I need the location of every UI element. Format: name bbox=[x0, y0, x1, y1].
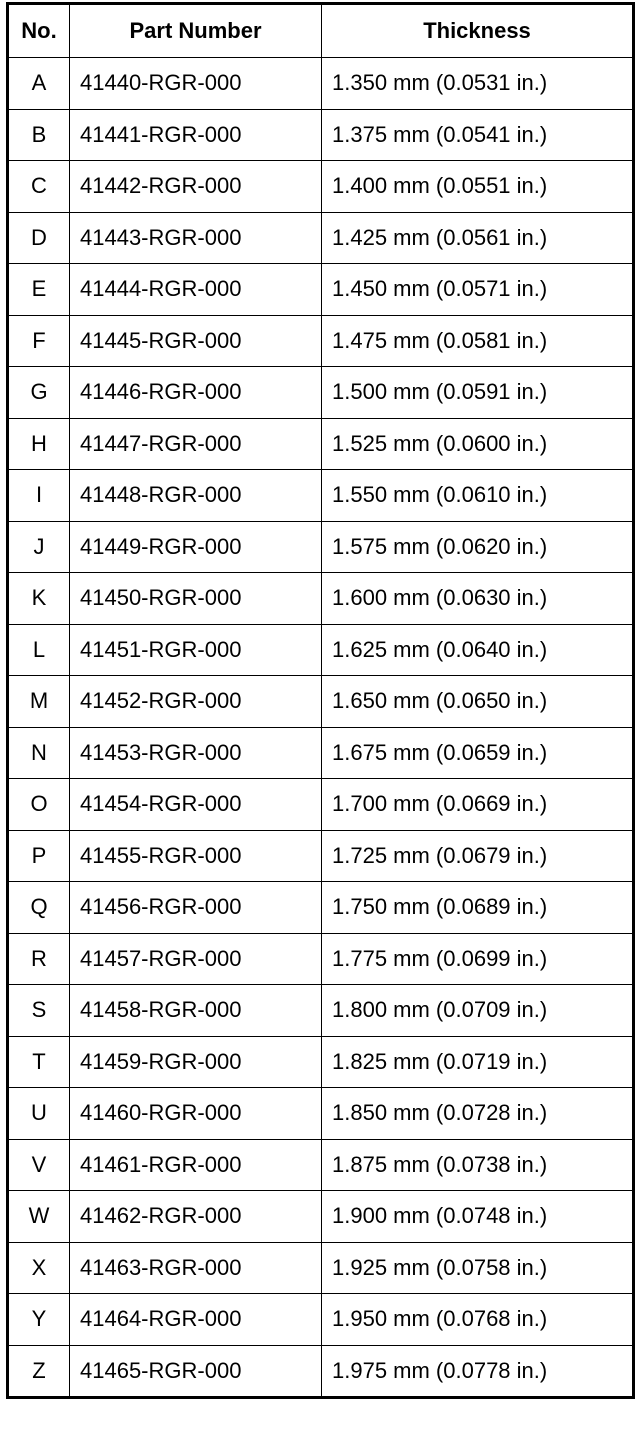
cell-part-number: 41460-RGR-000 bbox=[70, 1088, 322, 1140]
table-row bbox=[8, 727, 634, 779]
table-row bbox=[8, 933, 634, 985]
table-row bbox=[8, 58, 634, 110]
cell-no: P bbox=[8, 830, 70, 882]
cell-no: F bbox=[8, 315, 70, 367]
cell-thickness: 1.675 mm (0.0659 in.) bbox=[322, 727, 634, 779]
cell-part-number: 41449-RGR-000 bbox=[70, 521, 322, 573]
table-row bbox=[8, 882, 634, 934]
cell-no: I bbox=[8, 470, 70, 522]
table-row bbox=[8, 830, 634, 882]
table-body bbox=[8, 58, 634, 1398]
cell-no: O bbox=[8, 779, 70, 831]
cell-part-number: 41464-RGR-000 bbox=[70, 1294, 322, 1346]
cell-part-number: 41448-RGR-000 bbox=[70, 470, 322, 522]
cell-no: C bbox=[8, 161, 70, 213]
cell-part-number: 41462-RGR-000 bbox=[70, 1191, 322, 1243]
header-row bbox=[8, 4, 634, 58]
cell-no: U bbox=[8, 1088, 70, 1140]
parts-thickness-table bbox=[6, 2, 635, 1399]
cell-no: A bbox=[8, 58, 70, 110]
table-row bbox=[8, 264, 634, 316]
table-row bbox=[8, 109, 634, 161]
cell-part-number: 41455-RGR-000 bbox=[70, 830, 322, 882]
cell-thickness: 1.525 mm (0.0600 in.) bbox=[322, 418, 634, 470]
table-row bbox=[8, 624, 634, 676]
table-row bbox=[8, 1139, 634, 1191]
cell-thickness: 1.750 mm (0.0689 in.) bbox=[322, 882, 634, 934]
cell-thickness: 1.375 mm (0.0541 in.) bbox=[322, 109, 634, 161]
cell-thickness: 1.475 mm (0.0581 in.) bbox=[322, 315, 634, 367]
cell-thickness: 1.400 mm (0.0551 in.) bbox=[322, 161, 634, 213]
header-no: No. bbox=[8, 4, 70, 58]
cell-no: R bbox=[8, 933, 70, 985]
header-part-number: Part Number bbox=[70, 4, 322, 58]
cell-no: J bbox=[8, 521, 70, 573]
table-row bbox=[8, 676, 634, 728]
cell-no: H bbox=[8, 418, 70, 470]
cell-thickness: 1.550 mm (0.0610 in.) bbox=[322, 470, 634, 522]
table-row bbox=[8, 470, 634, 522]
cell-no: K bbox=[8, 573, 70, 625]
cell-part-number: 41450-RGR-000 bbox=[70, 573, 322, 625]
cell-part-number: 41465-RGR-000 bbox=[70, 1345, 322, 1398]
cell-part-number: 41444-RGR-000 bbox=[70, 264, 322, 316]
cell-no: W bbox=[8, 1191, 70, 1243]
table-row bbox=[8, 1191, 634, 1243]
cell-no: Y bbox=[8, 1294, 70, 1346]
cell-part-number: 41463-RGR-000 bbox=[70, 1242, 322, 1294]
cell-thickness: 1.500 mm (0.0591 in.) bbox=[322, 367, 634, 419]
cell-part-number: 41461-RGR-000 bbox=[70, 1139, 322, 1191]
cell-thickness: 1.950 mm (0.0768 in.) bbox=[322, 1294, 634, 1346]
cell-no: T bbox=[8, 1036, 70, 1088]
cell-thickness: 1.850 mm (0.0728 in.) bbox=[322, 1088, 634, 1140]
cell-thickness: 1.700 mm (0.0669 in.) bbox=[322, 779, 634, 831]
cell-part-number: 41442-RGR-000 bbox=[70, 161, 322, 213]
cell-no: B bbox=[8, 109, 70, 161]
cell-thickness: 1.825 mm (0.0719 in.) bbox=[322, 1036, 634, 1088]
table-row bbox=[8, 573, 634, 625]
parts-table-container bbox=[6, 2, 632, 1399]
cell-part-number: 41454-RGR-000 bbox=[70, 779, 322, 831]
cell-part-number: 41458-RGR-000 bbox=[70, 985, 322, 1037]
cell-thickness: 1.450 mm (0.0571 in.) bbox=[322, 264, 634, 316]
table-row bbox=[8, 1294, 634, 1346]
table-row bbox=[8, 212, 634, 264]
table-header bbox=[8, 4, 634, 58]
cell-no: G bbox=[8, 367, 70, 419]
cell-thickness: 1.775 mm (0.0699 in.) bbox=[322, 933, 634, 985]
cell-part-number: 41456-RGR-000 bbox=[70, 882, 322, 934]
cell-no: V bbox=[8, 1139, 70, 1191]
table-row bbox=[8, 985, 634, 1037]
cell-no: E bbox=[8, 264, 70, 316]
cell-part-number: 41453-RGR-000 bbox=[70, 727, 322, 779]
cell-part-number: 41445-RGR-000 bbox=[70, 315, 322, 367]
cell-thickness: 1.425 mm (0.0561 in.) bbox=[322, 212, 634, 264]
table-row bbox=[8, 1345, 634, 1398]
table-row bbox=[8, 521, 634, 573]
cell-no: Q bbox=[8, 882, 70, 934]
table-row bbox=[8, 315, 634, 367]
table-row bbox=[8, 418, 634, 470]
table-row bbox=[8, 1242, 634, 1294]
cell-thickness: 1.350 mm (0.0531 in.) bbox=[322, 58, 634, 110]
header-thickness: Thickness bbox=[322, 4, 634, 58]
cell-thickness: 1.925 mm (0.0758 in.) bbox=[322, 1242, 634, 1294]
cell-part-number: 41457-RGR-000 bbox=[70, 933, 322, 985]
cell-part-number: 41443-RGR-000 bbox=[70, 212, 322, 264]
table-row bbox=[8, 779, 634, 831]
cell-no: M bbox=[8, 676, 70, 728]
cell-part-number: 41446-RGR-000 bbox=[70, 367, 322, 419]
cell-thickness: 1.575 mm (0.0620 in.) bbox=[322, 521, 634, 573]
cell-thickness: 1.900 mm (0.0748 in.) bbox=[322, 1191, 634, 1243]
cell-no: X bbox=[8, 1242, 70, 1294]
table-row bbox=[8, 1036, 634, 1088]
cell-thickness: 1.875 mm (0.0738 in.) bbox=[322, 1139, 634, 1191]
cell-no: N bbox=[8, 727, 70, 779]
cell-no: Z bbox=[8, 1345, 70, 1398]
cell-no: S bbox=[8, 985, 70, 1037]
table-row bbox=[8, 1088, 634, 1140]
cell-thickness: 1.600 mm (0.0630 in.) bbox=[322, 573, 634, 625]
cell-part-number: 41441-RGR-000 bbox=[70, 109, 322, 161]
table-row bbox=[8, 367, 634, 419]
cell-thickness: 1.800 mm (0.0709 in.) bbox=[322, 985, 634, 1037]
cell-part-number: 41459-RGR-000 bbox=[70, 1036, 322, 1088]
cell-thickness: 1.650 mm (0.0650 in.) bbox=[322, 676, 634, 728]
cell-thickness: 1.975 mm (0.0778 in.) bbox=[322, 1345, 634, 1398]
cell-no: D bbox=[8, 212, 70, 264]
cell-no: L bbox=[8, 624, 70, 676]
cell-part-number: 41451-RGR-000 bbox=[70, 624, 322, 676]
table-row bbox=[8, 161, 634, 213]
cell-part-number: 41447-RGR-000 bbox=[70, 418, 322, 470]
cell-thickness: 1.725 mm (0.0679 in.) bbox=[322, 830, 634, 882]
cell-part-number: 41440-RGR-000 bbox=[70, 58, 322, 110]
cell-part-number: 41452-RGR-000 bbox=[70, 676, 322, 728]
cell-thickness: 1.625 mm (0.0640 in.) bbox=[322, 624, 634, 676]
